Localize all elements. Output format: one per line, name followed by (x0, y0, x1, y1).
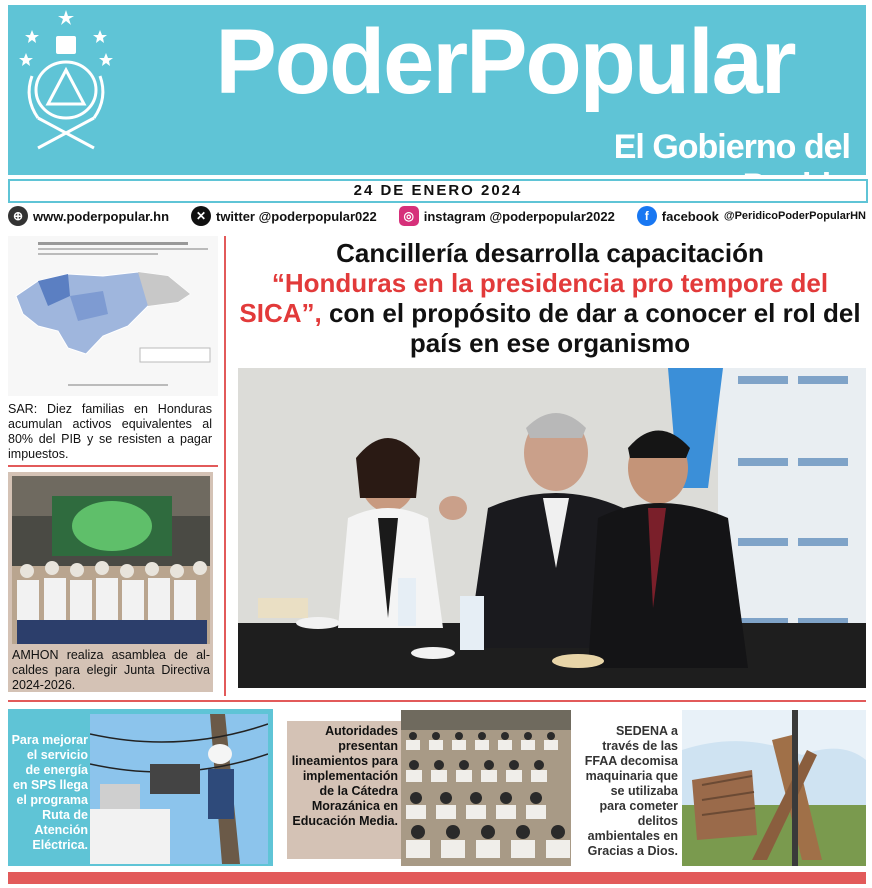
facebook-link[interactable]: f facebook @PeridicoPoderPopularHN (637, 206, 866, 226)
cancilleria-training-photo[interactable] (238, 368, 866, 688)
amhon-assembly-photo[interactable] (12, 476, 210, 644)
divider (8, 465, 218, 467)
x-twitter-icon: ✕ (191, 206, 211, 226)
footer-bar (8, 872, 866, 884)
twitter-link[interactable]: ✕ twitter @poderpopular022 (191, 206, 377, 226)
electric-line-workers-photo[interactable] (90, 714, 268, 864)
coat-of-arms-logo (18, 8, 114, 158)
divider (8, 700, 866, 702)
globe-icon: ⊕ (8, 206, 28, 226)
education-story-caption[interactable]: Autoridades presentan lineamientos para implementación de la Cátedra Morazánica en Educación Media. (291, 724, 398, 828)
seized-machinery-photo[interactable] (682, 710, 866, 866)
amhon-story-caption[interactable]: AMHON realiza asamblea de al-caldes para elegir Junta Directiva 2024-2026. (12, 648, 210, 692)
instagram-link[interactable]: ◎ instagram @poderpopular2022 (399, 206, 615, 226)
tagline: El Gobierno del Pueblo (613, 128, 850, 205)
issue-date: 24 DE ENERO 2024 (8, 179, 868, 203)
column-divider (224, 236, 226, 696)
main-headline[interactable]: Cancillería desarrolla capacitación “Honduras en la presidencia pro tempore del SICA”, con el propósito de dar a conocer el rol del país en ese organismo (239, 238, 861, 358)
social-bar (8, 204, 866, 228)
sedena-story-caption[interactable]: SEDENA a través de las FFAA decomisa maquinaria que se utilizaba para cometer delitos ambientales en Gracias a Dios. (584, 724, 678, 858)
instagram-icon: ◎ (399, 206, 419, 226)
newspaper-title: PoderPopular (215, 11, 795, 113)
sar-story-caption[interactable]: SAR: Diez familias en Honduras acumulan activos equivalentes al 80% del PIB y se resisten a pagar impuestos. (8, 402, 212, 461)
honduras-map-infographic (8, 236, 218, 396)
website-link[interactable]: ⊕ www.poderpopular.hn (8, 206, 169, 226)
students-exam-hall-photo[interactable] (401, 710, 571, 866)
energy-story-caption[interactable]: Para mejorar el servicio de energía en SPS llega el programa Ruta de Atención Eléctrica. (11, 733, 88, 852)
facebook-icon: f (637, 206, 657, 226)
